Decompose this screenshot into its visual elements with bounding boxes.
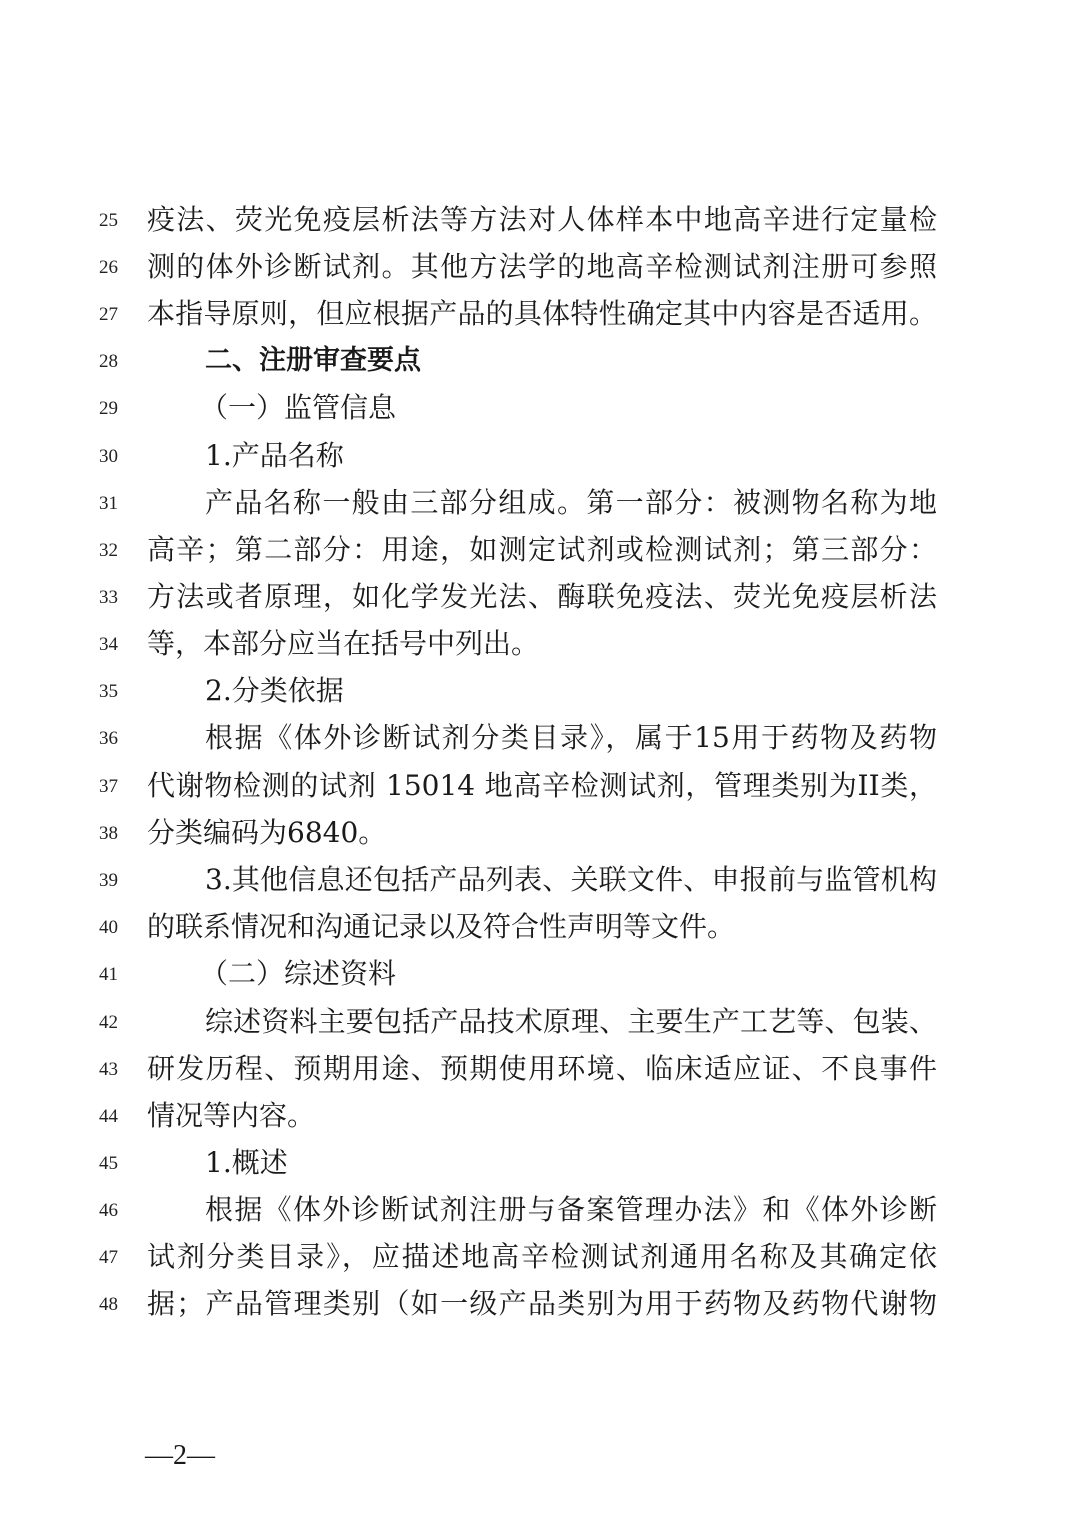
line-text: 据；产品管理类别（如一级产品类别为用于药物及药物代谢物 [147,1287,937,1320]
text-line [0,526,1080,573]
line-number: 48 [99,1294,118,1315]
line-number: 32 [99,540,118,561]
line-number: 38 [99,823,118,844]
line-number: 27 [99,304,118,325]
line-number: 39 [99,870,118,891]
line-number: 42 [99,1012,118,1033]
text-line [0,337,1080,384]
line-number: 46 [99,1200,118,1221]
line-number: 29 [99,398,118,419]
line-text: 等，本部分应当在括号中列出。 [147,627,540,660]
line-number: 30 [99,446,118,467]
line-text: 情况等内容。 [147,1099,316,1132]
text-line [0,290,1080,337]
line-text: 的联系情况和沟通记录以及符合性声明等文件。 [147,910,736,943]
line-text: 根据《体外诊断试剂分类目录》，属于15用于药物及药物 [205,721,937,754]
line-text: 研发历程、预期用途、预期使用环境、临床适应证、不良事件 [147,1052,937,1085]
text-line [0,620,1080,667]
line-number: 41 [99,964,118,985]
line-text: 方法或者原理，如化学发光法、酶联免疫法、荧光免疫层析法 [147,580,937,613]
line-number: 44 [99,1106,118,1127]
line-text: 3.其他信息还包括产品列表、关联文件、申报前与监管机构 [205,863,937,896]
text-line [0,1045,1080,1092]
line-number: 37 [99,776,118,797]
line-number: 34 [99,634,118,655]
text-line [0,667,1080,714]
text-line [0,1233,1080,1280]
line-number: 35 [99,681,118,702]
line-text: 高辛；第二部分：用途，如测定试剂或检测试剂；第三部分： [147,533,937,566]
text-line [0,1139,1080,1186]
text-line [0,1186,1080,1233]
text-line [0,1092,1080,1139]
line-number: 33 [99,587,118,608]
line-number: 28 [99,351,118,372]
line-number: 25 [99,210,118,231]
text-line [0,479,1080,526]
line-number: 31 [99,493,118,514]
line-text: 本指导原则，但应根据产品的具体特性确定其中内容是否适用。 [147,297,937,330]
line-text: 试剂分类目录》，应描述地高辛检测试剂通用名称及其确定依 [147,1240,937,1273]
page-number: —2— [145,1440,215,1471]
line-text: 分类编码为6840。 [147,816,387,849]
line-text: 根据《体外诊断试剂注册与备案管理办法》和《体外诊断 [205,1193,937,1226]
text-line [0,573,1080,620]
text-line [0,950,1080,997]
text-line [0,196,1080,243]
line-text: 代谢物检测的试剂 15014 地高辛检测试剂，管理类别为II类， [147,769,937,802]
text-line [0,998,1080,1045]
text-line [0,809,1080,856]
item-heading: 1.产品名称 [205,439,344,472]
line-number: 26 [99,257,118,278]
text-line [0,762,1080,809]
item-heading: 2.分类依据 [205,674,344,707]
line-number: 45 [99,1153,118,1174]
line-number: 40 [99,917,118,938]
text-line [0,1280,1080,1327]
line-number: 47 [99,1247,118,1268]
text-line [0,243,1080,290]
text-line [0,432,1080,479]
line-number: 36 [99,728,118,749]
text-line [0,714,1080,761]
section-heading: 二、注册审查要点 [205,345,421,376]
subsection-heading: （二）综述资料 [200,957,397,990]
line-text: 综述资料主要包括产品技术原理、主要生产工艺等、包装、 [205,1005,937,1038]
line-text: 测的体外诊断试剂。其他方法学的地高辛检测试剂注册可参照 [147,250,937,283]
line-text: 疫法、荧光免疫层析法等方法对人体样本中地高辛进行定量检 [147,203,937,236]
line-number: 43 [99,1059,118,1080]
line-text: 产品名称一般由三部分组成。第一部分：被测物名称为地 [205,486,937,519]
subsection-heading: （一）监管信息 [200,391,397,424]
text-line [0,856,1080,903]
text-line [0,903,1080,950]
text-line [0,384,1080,431]
item-heading: 1.概述 [205,1146,288,1179]
